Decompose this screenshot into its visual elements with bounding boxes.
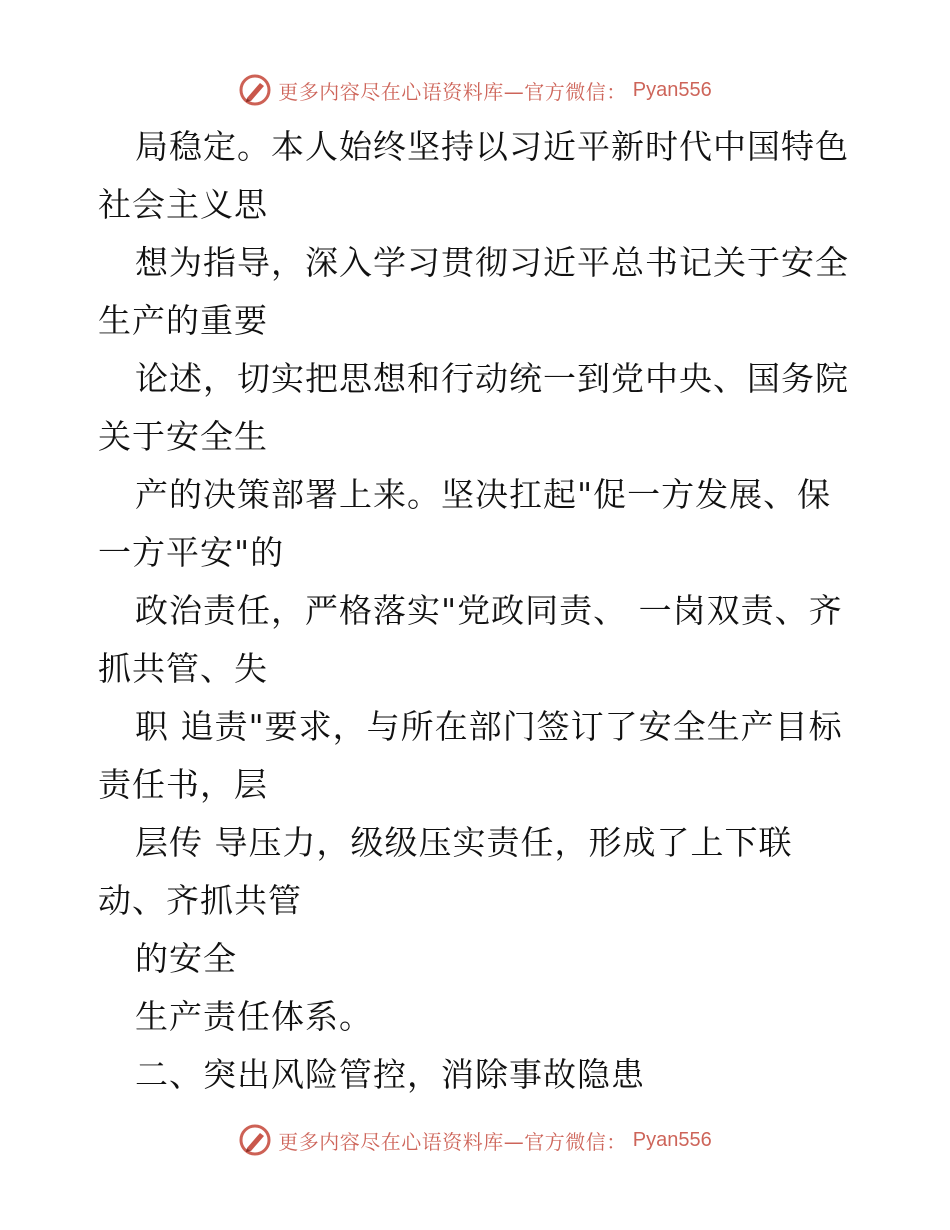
- text-line: 二、突出风险管控，消除事故隐患: [135, 1055, 645, 1094]
- text-line: 生产责任体系。: [135, 997, 373, 1036]
- header-watermark: [0, 70, 950, 110]
- document-body: [98, 118, 858, 1104]
- footer-watermark: [0, 1120, 950, 1160]
- text-line: 生产的重要: [98, 301, 268, 340]
- text-line: 抓共管、失: [98, 649, 268, 688]
- watermark-wechat-id: Pyan556: [632, 78, 712, 101]
- text-line: 动、齐抓共管: [98, 881, 302, 920]
- text-line: 责任书，层: [98, 765, 268, 804]
- watermark-text: 更多内容尽在心语资料库—官方微信：: [278, 79, 627, 104]
- watermark-wechat-id: Pyan556: [632, 1128, 712, 1151]
- pen-logo-icon: [238, 73, 272, 107]
- text-line: 局稳定。本人始终坚持以习近平新时代中国特色: [135, 127, 849, 166]
- text-line: 产的决策部署上来。坚决扛起"促一方发展、保: [135, 475, 832, 514]
- text-line: 论述，切实把思想和行动统一到党中央、国务院: [135, 359, 849, 398]
- text-line: 一方平安"的: [98, 533, 285, 572]
- text-line: 层传 导压力，级级压实责任，形成了上下联: [135, 823, 793, 862]
- text-line: 的安全: [135, 939, 237, 978]
- text-line: 想为指导，深入学习贯彻习近平总书记关于安全: [135, 243, 849, 282]
- text-line: 政治责任，严格落实"党政同责、 一岗双责、齐: [135, 591, 843, 630]
- text-line: 职 追责"要求，与所在部门签订了安全生产目标: [135, 707, 843, 746]
- text-line: 关于安全生: [98, 417, 268, 456]
- watermark-text: 更多内容尽在心语资料库—官方微信：: [278, 1129, 627, 1154]
- pen-logo-icon: [238, 1123, 272, 1157]
- text-line: 社会主义思: [98, 185, 268, 224]
